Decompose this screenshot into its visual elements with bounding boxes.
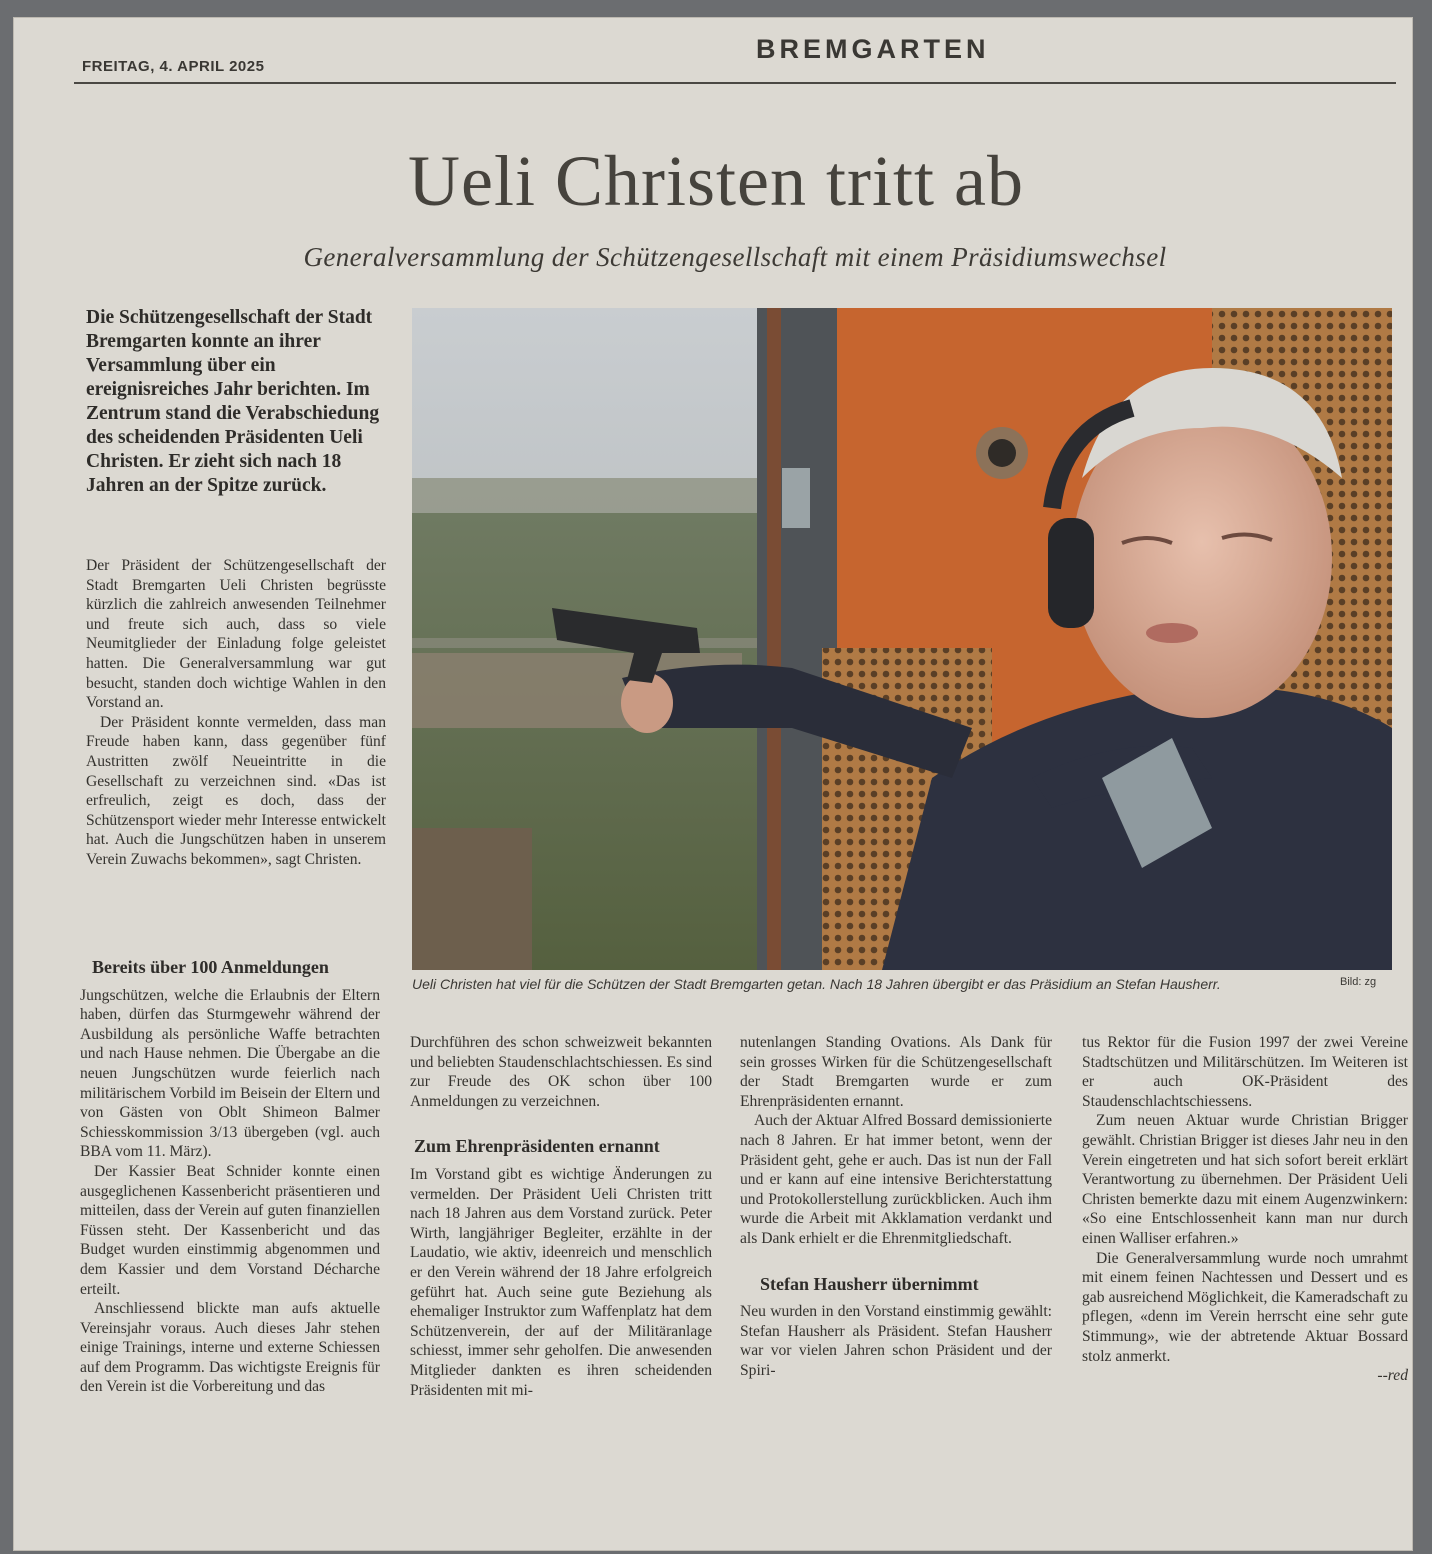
column-2 <box>410 1033 712 1400</box>
column-1-bottom <box>80 950 380 1397</box>
paragraph: Auch der Aktuar Alfred Bossard demissionierte nach 8 Jahren. Er hat immer betont, wenn der Präsident geht, gehe er auch. Das ist nun der Fall und er kann auf eine intensive Berichterstattung und Protokollerstellung zurückblicken. Auch ihm wurde die Arbeit mit Akklamation verdankt und als Dank erhielt er die Ehrenmitgliedschaft. <box>740 1112 1052 1247</box>
issue-date: FREITAG, 4. APRIL 2025 <box>82 58 265 75</box>
column-1-top <box>86 556 386 870</box>
subheading-registrations: Bereits über 100 Anmeldungen <box>92 957 329 977</box>
paragraph: Jungschützen, welche die Erlaubnis der Eltern haben, dürfen das Sturmgewehr während der Ausbildung als persönliche Waffe betrachten und nach Hause nehmen. Die Übergabe an die neuen Jungschützen wurde feierlich nach militärischem Vorbild im Beisein der Eltern und von Gästen von Oblt Shimeon Balmer Schiesskommission 3/13 übergeben (vgl. auch BBA vom 11. März). <box>80 986 380 1161</box>
article-headline: Ueli Christen tritt ab <box>408 141 1024 221</box>
photo-credit: Bild: zg <box>1340 976 1377 988</box>
article-photo <box>412 308 1392 970</box>
paragraph: Durchführen des schon schweizweit bekannten und beliebten Staudenschlachtschiessen. Es sind zur Freude des OK schon über 100 Anmeldungen zu verzeichnen. <box>410 1034 712 1110</box>
paragraph: Der Präsident der Schützengesellschaft der Stadt Bremgarten Ueli Christen begrüsste kürzlich die zahlreich anwesenden Teilnehmer und freute sich auch, dass so viele Neumitglieder der Einladung folge geleistet hatten. Die Generalversammlung war gut besucht, standen doch wichtige Wahlen in den Vorstand an. <box>86 557 386 712</box>
photo-caption: Ueli Christen hat viel für die Schützen der Stadt Bremgarten getan. Nach 18 Jahren übergibt er das Präsidium an Stefan Hausherr. <box>412 976 1221 992</box>
paragraph: Zum neuen Aktuar wurde Christian Brigger gewählt. Christian Brigger ist dieses Jahr neu in den Verein eingetreten und hat sich sofort bereit erklärt Verantwortung zu übernehmen. Der Präsident Ueli Christen bemerkte dazu mit einem Augenzwinkern: «So eine Entschlossenheit kann man nur durch einen Walliser erfahren.» <box>1082 1112 1408 1247</box>
header-divider <box>74 82 1396 84</box>
author-signature: --red <box>1377 1367 1408 1385</box>
paragraph: Anschliessend blickte man aufs aktuelle Vereinsjahr voraus. Auch dieses Jahr stehen einige Trainings, interne und externe Schiessen auf dem Programm. Das wichtigste Ereignis für den Verein ist die Vorbereitung und das <box>80 1300 380 1396</box>
paragraph: Die Generalversammlung wurde noch umrahmt mit einem feinen Nachtessen und Dessert und es gab ausreichend Möglichkeit, die Kameradschaft zu pflegen, «denn im Verein herrscht eine sehr gute Stimmung», wie der abtretende Aktuar Bossard stolz anmerkt. <box>1082 1249 1408 1365</box>
section-title: BREMGARTEN <box>756 34 990 64</box>
paragraph: Der Präsident konnte vermelden, dass man Freude haben kann, dass gegenüber fünf Austritten zwölf Neueintritte in die Gesellschaft zu verzeichnen sind. «Das ist erfreulich, zeigt es doch, dass der Schützensport wieder mehr Interesse entwickelt hat. Auch die Jungschützen haben in unserem Verein Zuwachs bekommen», sagt Christen. <box>86 713 386 868</box>
article-subheadline: Generalversammlung der Schützengesellschaft mit einem Präsidiumswechsel <box>303 242 1167 272</box>
subheading-new-president: Stefan Hausherr übernimmt <box>760 1273 979 1294</box>
paragraph: nutenlangen Standing Ovations. Als Dank für sein grosses Wirken für die Schützengesellschaft der Stadt Bremgarten wurde er zum Ehrenpräsidenten ernannt. <box>740 1034 1052 1110</box>
subheading-honorary-president: Zum Ehrenpräsidenten ernannt <box>414 1136 660 1157</box>
paragraph: Im Vorstand gibt es wichtige Änderungen zu vermelden. Der Präsident Ueli Christen tritt nach 18 Jahren aus dem Vorstand zurück. Peter Wirth, langjähriger Begleiter, erzählte in der Laudatio, wie aktiv, ideenreich und menschlich er den Verein während der 18 Jahre erfolgreich geführt hat. Auch seine gute Beziehung als ehemaliger Instruktor zum Waffenplatz hat dem Schützenverein, der auf der Militäranlage schiesst, immer sehr geholfen. Die anwesenden Mitglieder dankten es ihren scheidenden Präsidenten mit mi- <box>410 1165 712 1399</box>
article-lead: Die Schützengesellschaft der Stadt Bremgarten konnte an ihrer Versammlung über ein ereignisreiches Jahr berichten. Im Zentrum stand die Verabschiedung des scheidenden Präsidenten Ueli Christen. Er zieht sich nach 18 Jahren an der Spitze zurück. <box>86 307 380 496</box>
paragraph: Neu wurden in den Vorstand einstimmig gewählt: Stefan Hausherr als Präsident. Stefan Hausherr war vor vielen Jahren schon Präsident und der Spiri- <box>740 1303 1052 1379</box>
photo-illustration <box>412 308 1392 970</box>
paragraph: tus Rektor für die Fusion 1997 der zwei Vereine Stadtschützen und Militärschützen. Im Weiteren ist er auch OK-Präsident des Staudenschlachtschiessens. <box>1082 1034 1408 1110</box>
column-3 <box>740 1033 1052 1381</box>
column-4 <box>1082 1033 1408 1386</box>
paragraph: Der Kassier Beat Schnider konnte einen ausgeglichenen Kassenbericht präsentieren und mitteilen, dass der Verein auf guten finanziellen Füssen steht. Der Kassenbericht und das Budget wurden einstimmig abgenommen und dem Kassier und dem Vorstand Décharche erteilt. <box>80 1162 380 1298</box>
